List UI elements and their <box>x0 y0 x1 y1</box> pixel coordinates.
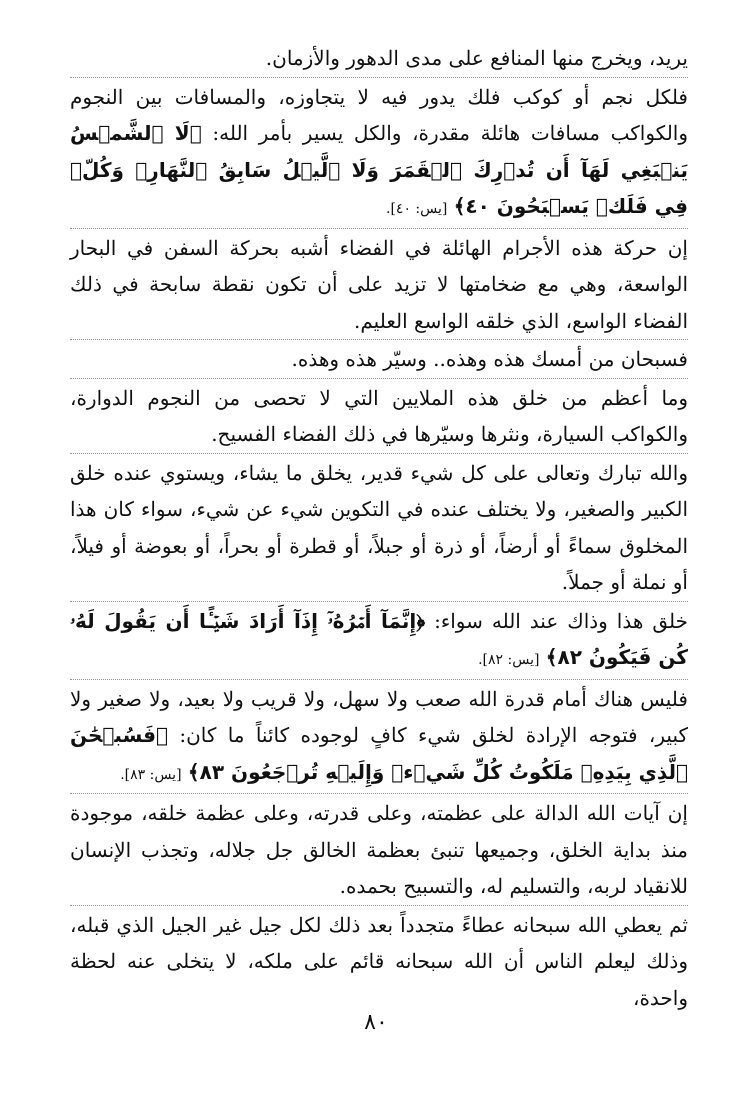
paragraph-text: يريد، ويخرج منها المنافع على مدى الدهور والأزمان. <box>265 46 688 70</box>
paragraph-text: والله تبارك وتعالى على كل شيء قدير، يخلق ما يشاء، ويستوي عنده خلق الكبير والصغير، ولا يختلف عنده في التكوين شيء عن شيء، سواء كان هذا المخلوق سماءً أو أرضاً، أو ذرة أو جبلاً، أو قطرة أو بحراً، أو بعوضة أو فيلاً، أو نملة أو جملاً. <box>70 460 688 594</box>
page-body <box>70 40 688 1016</box>
quran-verse: ﴿إِنَّمَآ أَمۡرُهُۥٓ إِذَآ أَرَادَ شَيۡـًٔا أَن يَقُولَ لَهُۥ كُن فَيَكُونُ ٨٢﴾ <box>70 608 688 669</box>
verse-reference: [يس: ٨٢]. <box>478 652 540 668</box>
paragraph-5 <box>70 378 688 453</box>
paragraph-text: ثم يعطي الله سبحانه عطاءً متجدداً بعد ذلك لكل جيل غير الجيل الذي قبله، وذلك ليعلم الناس أن الله سبحانه قائم على ملكه، لا يتخلى عنه لحظة واحدة، <box>70 912 688 1010</box>
paragraph-8 <box>70 679 688 794</box>
quran-verse: ﴿لَا ٱلشَّمۡسُ يَنۢبَغِي لَهَآ أَن تُدۡرِكَ ٱلۡقَمَرَ وَلَا ٱلَّيۡلُ سَابِقُ ٱلنَّهَارِۚ وَكُلّٞ فِي فَلَكٖ يَسۡبَحُونَ ٤٠﴾ <box>70 121 688 218</box>
paragraph-6 <box>70 453 688 601</box>
paragraph-text: فلكل نجم أو كوكب فلك يدور فيه لا يتجاوزه، والمسافات بين النجوم والكواكب مسافات هائلة مقدرة، والكل يسير بأمر الله: <box>70 84 689 145</box>
paragraph-9 <box>70 793 688 905</box>
paragraph-text: وما أعظم من خلق هذه الملايين التي لا تحصى من النجوم الدوارة، والكواكب السيارة، ونثرها وسيّرها في ذلك الفضاء الفسيح. <box>70 385 688 446</box>
paragraph-text: فسبحان من أمسك هذه وهذه.. وسيّر هذه وهذه. <box>291 347 688 371</box>
quran-verse: ﴿فَسُبۡحَٰنَ ٱلَّذِي بِيَدِهِۦ مَلَكُوتُ كُلِّ شَيۡءٖ وَإِلَيۡهِ تُرۡجَعُونَ ٨٣﴾ <box>70 723 688 784</box>
paragraph-text: فليس هناك أمام قدرة الله صعب ولا سهل، ولا قريب ولا بعيد، ولا صغير ولا كبير، فتوجه الإرادة لخلق شيء كافٍ لوجوده كائناً ما كان: <box>70 686 689 747</box>
paragraph-text: إن حركة هذه الأجرام الهائلة في الفضاء أشبه بحركة السفن في البحار الواسعة، وهي مع ضخامتها لا تزيد على أن تكون نقطة سابحة في ذلك الفضاء الواسع، الذي خلقه الواسع العليم. <box>70 235 688 333</box>
verse-reference: [يس: ٨٣]. <box>120 766 182 783</box>
paragraph-7 <box>70 601 688 679</box>
verse-reference: [يس: ٤٠]. <box>386 201 448 217</box>
paragraph-10 <box>70 905 688 1017</box>
paragraph-3 <box>70 228 688 340</box>
paragraph-text: خلق هذا وذاك عند الله سواء: <box>434 608 688 633</box>
paragraph-2 <box>70 77 688 228</box>
page-number: ٨٠ <box>364 1010 388 1035</box>
paragraph-1 <box>70 40 688 77</box>
paragraph-4 <box>70 339 688 378</box>
paragraph-text: إن آيات الله الدالة على عظمته، وعلى قدرته، وعلى عظمة خلقه، موجودة منذ بداية الخلق، وجميعها تنبئ بعظمة الخالق جل جلاله، وتجذب الإنسان للانقياد لربه، والتسليم له، والتسبيح بحمده. <box>70 801 688 898</box>
